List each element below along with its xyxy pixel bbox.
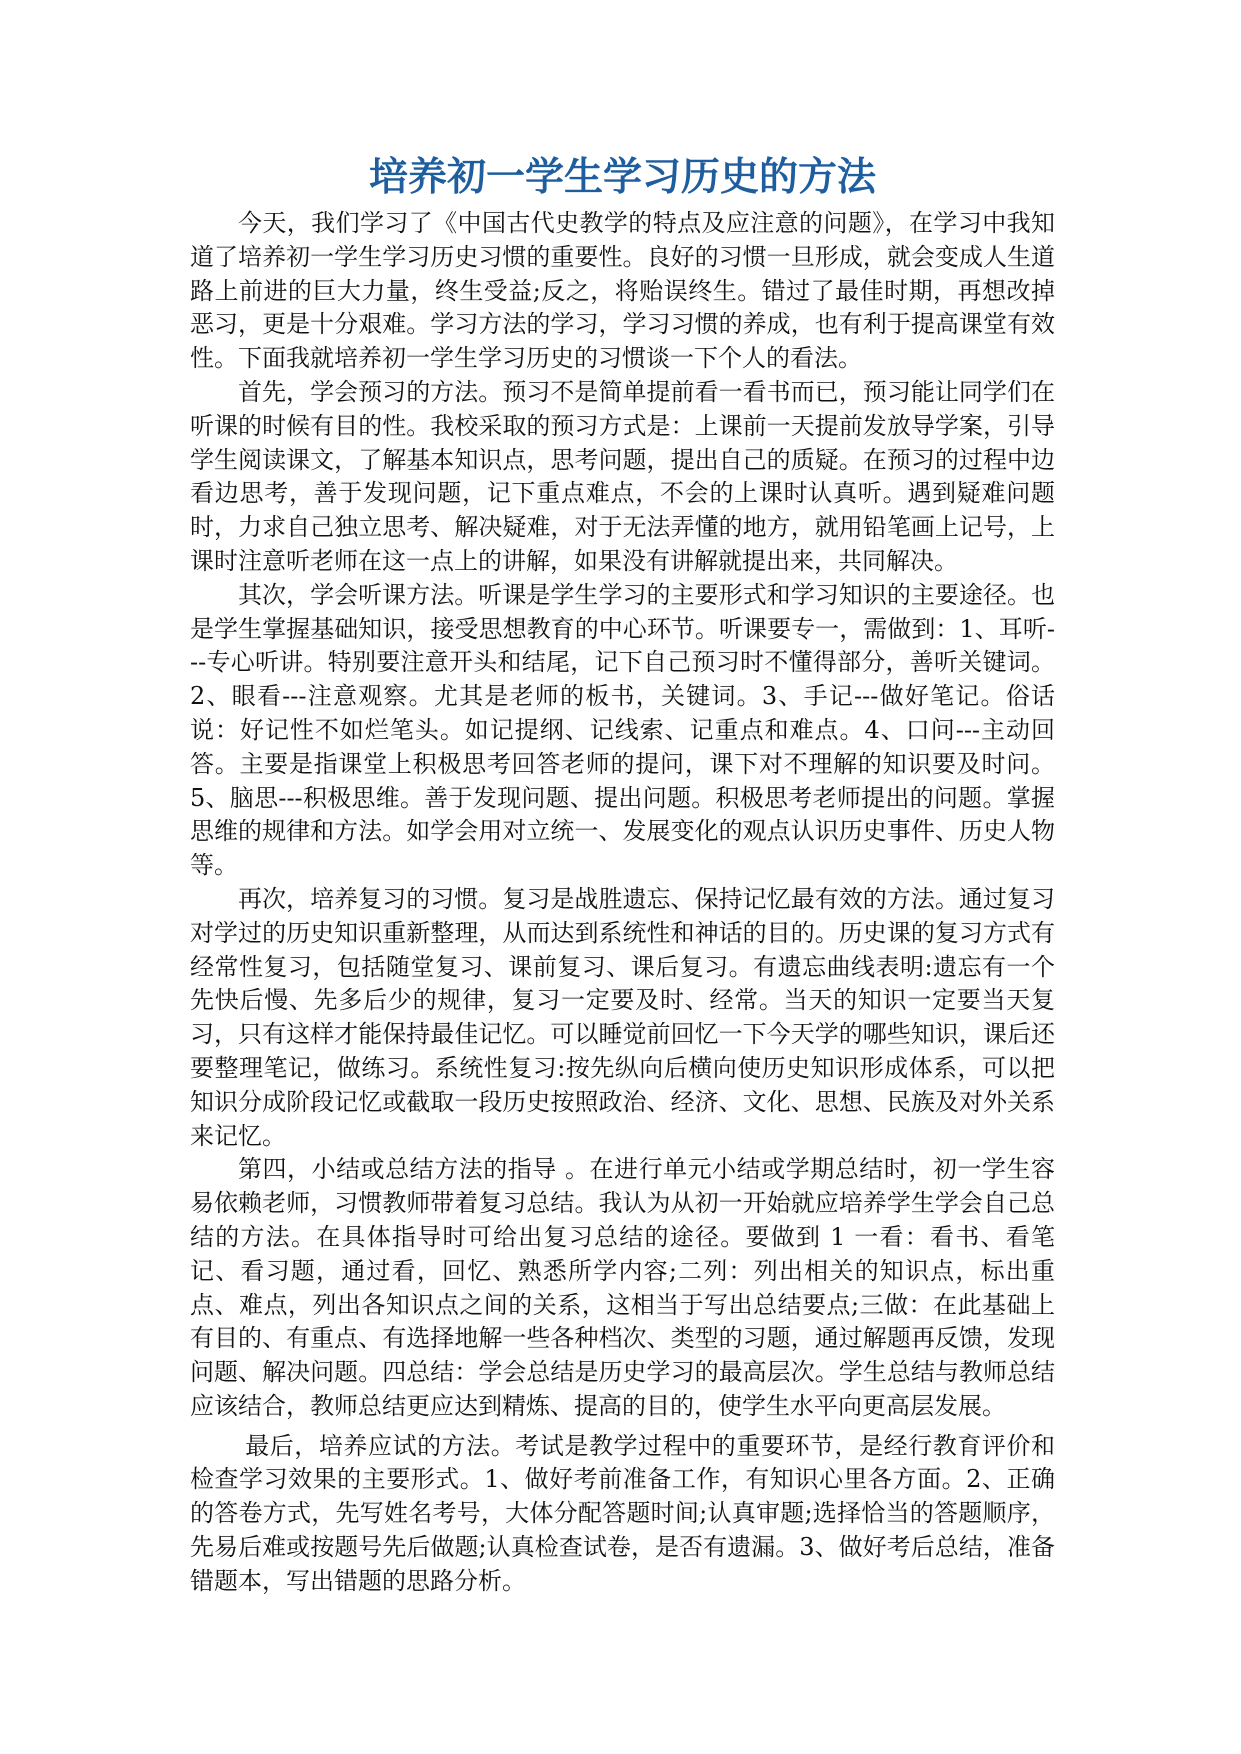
paragraph-review: 再次，培养复习的习惯。复习是战胜遗忘、保持记忆最有效的方法。通过复习对学过的历史知识重新整理，从而达到系统性和神话的目的。历史课的复习方式有经常性复习，包括随堂复习、课前复习、课后复习。有遗忘曲线表明:遗忘有一个先快后慢、先多后少的规律，复习一定要及时、经常。当天的知识一定要当天复习，只有这样才能保持最佳记忆。可以睡觉前回忆一下今天学的哪些知识，课后还要整理笔记，做练习。系统性复习:按先纵向后横向使历史知识形成体系，可以把知识分成阶段记忆或截取一段历史按照政治、经济、文化、思想、民族及对外关系来记忆。 — [190, 884, 1055, 1150]
paragraph-intro: 今天，我们学习了《中国古代史教学的特点及应注意的问题》，在学习中我知道了培养初一学生学习历史习惯的重要性。良好的习惯一旦形成，就会变成人生道路上前进的巨大力量，终生受益;反之，将贻误终生。错过了最佳时期，再想改掉恶习，更是十分艰难。学习方法的学习，学习习惯的养成，也有利于提高课堂有效性。下面我就培养初一学生学习历史的习惯谈一下个人的看法。 — [190, 209, 1055, 373]
document-body — [190, 207, 1055, 1599]
paragraph-summary: 第四，小结或总结方法的指导 。在进行单元小结或学期总结时，初一学生容易依赖老师，习惯教师带着复习总结。我认为从初一开始就应培养学生学会自己总结的方法。在具体指导时可给出复习总结的途径。要做到 1 一看：看书、看笔记、看习题，通过看，回忆、熟悉所学内容;二列：列出相关的知识点，标出重点、难点，列出各知识点之间的关系，这相当于写出总结要点;三做：在此基础上有目的、有重点、有选择地解一些各种档次、类型的习题，通过解题再反馈，发现问题、解决问题。四总结：学会总结是历史学习的最高层次。学生总结与教师总结应该结合，教师总结更应达到精炼、提高的目的，使学生水平向更高层发展。 — [190, 1155, 1055, 1420]
document-title: 培养初一学生学习历史的方法 — [368, 154, 876, 200]
paragraph-preview: 首先，学会预习的方法。预习不是简单提前看一看书而已，预习能让同学们在听课的时候有目的性。我校采取的预习方式是：上课前一天提前发放导学案，引导学生阅读课文，了解基本知识点，思考问题，提出自己的质疑。在预习的过程中边看边思考，善于发现问题，记下重点难点，不会的上课时认真听。遇到疑难问题时，力求自己独立思考、解决疑难，对于无法弄懂的地方，就用铅笔画上记号，上课时注意听老师在这一点上的讲解，如果没有讲解就提出来，共同解决。 — [190, 377, 1055, 575]
paragraph-exam: 最后，培养应试的方法。考试是教学过程中的重要环节，是经行教育评价和检查学习效果的主要形式。1、做好考前准备工作，有知识心里各方面。2、正确的答卷方式，先写姓名考号，大体分配答题时间;认真审题;选择恰当的答题顺序，先易后难或按题号先后做题;认真检查试卷，是否有遗漏。3、做好考后总结，准备错题本，写出错题的思路分析。 — [190, 1431, 1055, 1595]
paragraph-listening: 其次，学会听课方法。听课是学生学习的主要形式和学习知识的主要途径。也是学生掌握基础知识，接受思想教育的中心环节。听课要专一，需做到：1、耳听---专心听讲。特别要注意开头和结尾，记下自己预习时不懂得部分，善听关键词。2、眼看---注意观察。尤其是老师的板书，关键词。3、手记---做好笔记。俗话说：好记性不如烂笔头。如记提纲、记线索、记重点和难点。4、口问---主动回答。主要是指课堂上积极思考回答老师的提问，课下对不理解的知识要及时问。5、脑思---积极思维。善于发现问题、提出问题。积极思考老师提出的问题。掌握思维的规律和方法。如学会用对立统一、发展变化的观点认识历史事件、历史人物等。 — [190, 580, 1055, 880]
